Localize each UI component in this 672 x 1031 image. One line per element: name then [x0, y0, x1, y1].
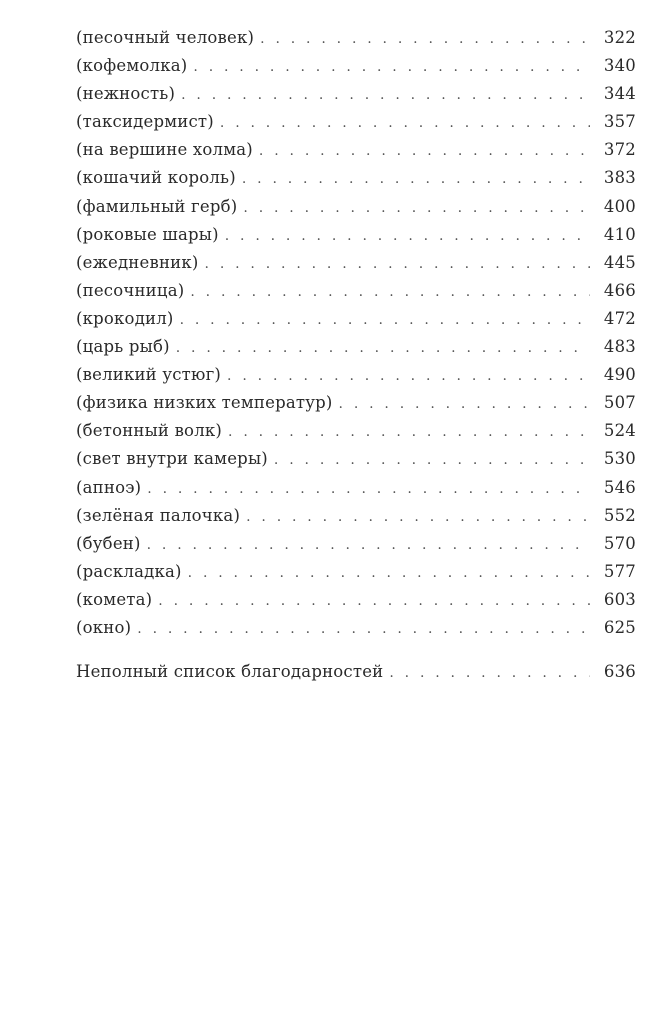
- toc-entry-page: 524: [603, 421, 636, 441]
- toc-entry-page: 340: [603, 56, 636, 76]
- toc-entry-page: 383: [603, 168, 636, 188]
- toc-dot-leader: [190, 284, 590, 300]
- toc-entry: [76, 421, 636, 449]
- toc-entry-title: (таксидермист): [76, 112, 214, 132]
- toc-entry: [76, 478, 636, 506]
- toc-entry-title: (крокодил): [76, 308, 174, 328]
- toc-entry-title: (окно): [76, 617, 132, 637]
- toc-dot-leader: [181, 87, 590, 103]
- toc-entry-title: (комета): [76, 589, 153, 609]
- toc-entry-title: (кофемолка): [76, 56, 188, 76]
- toc-entry: [76, 590, 636, 618]
- toc-entry-page: 400: [603, 196, 636, 216]
- toc-entry: [76, 618, 636, 646]
- toc-entry-page: 625: [603, 617, 636, 637]
- toc-entry-page: 546: [603, 477, 636, 497]
- toc-entry: [76, 140, 636, 168]
- table-of-contents: [76, 28, 636, 690]
- toc-dot-leader: [137, 621, 590, 637]
- toc-entry-page: 445: [603, 252, 636, 272]
- toc-entry: [76, 225, 636, 253]
- toc-entry-title: (песочный человек): [76, 28, 255, 47]
- toc-entry: [76, 84, 636, 112]
- toc-entry-title: (бубен): [76, 533, 141, 553]
- toc-entry-page: 603: [603, 589, 636, 609]
- toc-entry: [76, 309, 636, 337]
- toc-dot-leader: [339, 396, 590, 412]
- toc-entry: [76, 56, 636, 84]
- toc-dot-leader: [147, 481, 590, 497]
- toc-entry: [76, 197, 636, 225]
- toc-entry-title: (свет внутри камеры): [76, 449, 268, 469]
- toc-entry-title: (нежность): [76, 84, 176, 104]
- toc-dot-leader: [188, 565, 590, 581]
- toc-dot-leader: [193, 59, 590, 75]
- toc-entry-title: (роковые шары): [76, 224, 219, 244]
- toc-entry: [76, 28, 636, 56]
- toc-dot-leader: [259, 143, 590, 159]
- toc-entry: [76, 506, 636, 534]
- toc-dot-leader: [389, 665, 590, 681]
- toc-entry: [76, 534, 636, 562]
- toc-entry: [76, 112, 636, 140]
- toc-entry-title: (великий устюг): [76, 365, 222, 385]
- toc-entry-page: 570: [603, 533, 636, 553]
- toc-dot-leader: [158, 593, 590, 609]
- toc-entry: [76, 253, 636, 281]
- toc-dot-leader: [274, 452, 590, 468]
- toc-entry-title: (раскладка): [76, 561, 182, 581]
- toc-entry-title: (фамильный герб): [76, 196, 238, 216]
- toc-entry-acknowledgements: [76, 662, 636, 690]
- toc-entry: [76, 449, 636, 477]
- toc-entry-title: (зелёная палочка): [76, 505, 241, 525]
- toc-entry-title: (апноэ): [76, 477, 142, 497]
- toc-dot-leader: [225, 228, 590, 244]
- toc-entry-title: (песочница): [76, 280, 185, 300]
- toc-entry-page: 552: [603, 505, 636, 525]
- toc-entry-page: 490: [603, 365, 636, 385]
- toc-entry: [76, 393, 636, 421]
- toc-entry-page: 410: [603, 224, 636, 244]
- toc-dot-leader: [242, 171, 590, 187]
- toc-entry-page: 472: [603, 308, 636, 328]
- toc-entry-title: (бетонный волк): [76, 421, 223, 441]
- toc-dot-leader: [228, 424, 590, 440]
- toc-dot-leader: [205, 256, 590, 272]
- toc-entry: [76, 365, 636, 393]
- toc-entry-page: 322: [603, 28, 636, 47]
- toc-entry-page: 530: [603, 449, 636, 469]
- toc-dot-leader: [246, 509, 590, 525]
- toc-entry-title: (физика низких температур): [76, 393, 333, 413]
- toc-entry-title: (ежедневник): [76, 252, 199, 272]
- toc-dot-leader: [176, 340, 590, 356]
- toc-entry-title: (царь рыб): [76, 337, 170, 357]
- toc-dot-leader: [260, 31, 590, 47]
- toc-entry-page: 372: [603, 140, 636, 160]
- toc-dot-leader: [243, 200, 590, 216]
- toc-entry-page: 577: [603, 561, 636, 581]
- toc-entry-title: (на вершине холма): [76, 140, 253, 160]
- toc-entry-page: 357: [603, 112, 636, 132]
- toc-entry-page: 344: [603, 84, 636, 104]
- toc-entry: [76, 168, 636, 196]
- toc-entry: [76, 281, 636, 309]
- toc-dot-leader: [180, 312, 590, 328]
- toc-entry: [76, 562, 636, 590]
- toc-dot-leader: [220, 115, 590, 131]
- toc-entry-page: 636: [603, 662, 636, 682]
- toc-entry-page: 483: [603, 337, 636, 357]
- toc-entry: [76, 337, 636, 365]
- toc-dot-leader: [227, 368, 590, 384]
- toc-entry-page: 507: [603, 393, 636, 413]
- toc-entry-title: (кошачий король): [76, 168, 236, 188]
- toc-entry-page: 466: [603, 280, 636, 300]
- toc-dot-leader: [147, 537, 590, 553]
- toc-entry-title: Неполный список благодарностей: [76, 662, 384, 682]
